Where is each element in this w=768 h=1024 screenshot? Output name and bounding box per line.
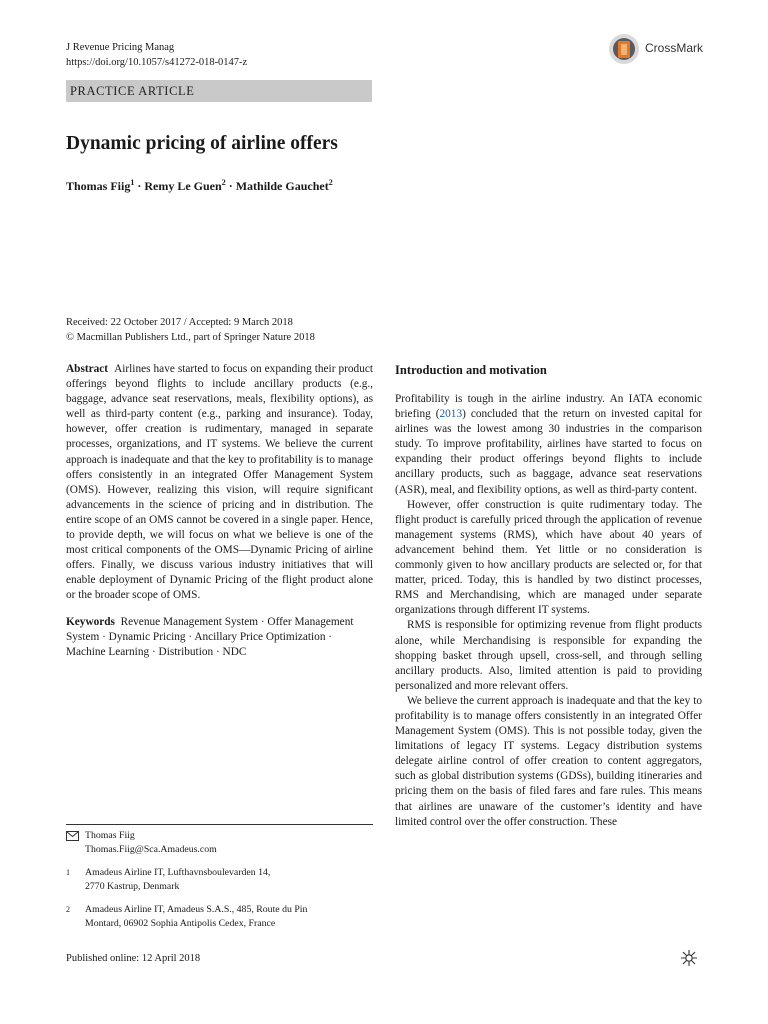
article-type-band: PRACTICE ARTICLE: [66, 80, 372, 102]
keywords-text: Revenue Management System · Offer Management System · Dynamic Pricing · Ancillary Price Optimization · Machine Learning · Distribution · NDC: [66, 615, 354, 658]
author-list: [66, 178, 333, 194]
affiliation-line: Amadeus Airline IT, Lufthavnsboulevarden 14,: [85, 867, 271, 878]
author-affiliation-mark: 1: [130, 178, 135, 187]
right-column: [395, 392, 702, 830]
author-separator: ·: [225, 179, 236, 193]
citation-link[interactable]: 2013: [439, 408, 463, 421]
abstract-label: Abstract: [66, 363, 109, 375]
paragraph-text: Profitability is tough in the airline industry. An IATA economic briefing (: [395, 393, 702, 421]
corresponding-name: Thomas Fiig: [85, 830, 135, 841]
article-dates: [66, 315, 315, 345]
affiliation: [66, 903, 373, 930]
footnote-divider: [66, 824, 373, 825]
corresponding-email[interactable]: Thomas.Fiig@Sca.Amadeus.com: [85, 843, 217, 855]
affiliation: [66, 866, 373, 893]
received-accepted: Received: 22 October 2017 / Accepted: 9 March 2018: [66, 317, 293, 328]
envelope-icon: [66, 829, 85, 856]
springer-horse-icon: [679, 948, 699, 968]
paragraph: However, offer construction is quite rudimentary today. The flight product is carefully priced through the application of revenue management systems (RMS), which have about 40 years of advancement behind them. Yet little or no consideration is commonly given to how ancillary products are selected or, for that matter, priced. Today, this is handled by two distinct processes, RMS and Merchandising, which are managed under separate organizations through different IT systems.: [395, 498, 702, 617]
keywords: [66, 615, 373, 660]
affiliation-line: Montard, 06902 Sophia Antipolis Cedex, France: [85, 917, 276, 929]
affiliation-line: 2770 Kastrup, Denmark: [85, 880, 180, 892]
footnotes: [66, 829, 373, 930]
abstract: [66, 362, 373, 604]
author-name[interactable]: Mathilde Gauchet: [235, 179, 329, 193]
journal-header: [66, 40, 247, 70]
article-title: Dynamic pricing of airline offers: [66, 133, 338, 154]
author-name[interactable]: Remy Le Guen: [144, 179, 222, 193]
affiliation-line: Amadeus Airline IT, Amadeus S.A.S., 485, Route du Pin: [85, 904, 308, 915]
affiliation-mark: 2: [66, 905, 70, 914]
crossmark-label: CrossMark: [645, 41, 704, 55]
paragraph: [395, 392, 702, 498]
section-heading: Introduction and motivation: [395, 363, 547, 377]
paragraph: We believe the current approach is inadequate and that the key to profitability is to manage offers consistently in an integrated Offer Management System (OMS). This is not possible today, given the limitations of legacy IT systems. Legacy distribution systems delegate airline control of offer creation to content aggregators, such as global distribution systems (GDSs), building itineraries and pricing them on the basis of filed fares and fare rules. This means that airlines are unaware of the customer’s identity and have limited control over the offer construction. These: [395, 694, 702, 828]
copyright: © Macmillan Publishers Ltd., part of Springer Nature 2018: [66, 332, 315, 343]
journal-name: J Revenue Pricing Manag: [66, 42, 175, 53]
left-column: [66, 362, 373, 660]
paragraph: RMS is responsible for optimizing revenue from flight products alone, while Merchandising is responsible for expanding the shopping basket through upsell, cross-sell, and through selling ancillary products. Also, limited attention is paid to providing personalized and more relevant offers.: [395, 619, 702, 692]
author-name[interactable]: Thomas Fiig: [66, 179, 131, 193]
corresponding-author: [66, 829, 373, 856]
paragraph-text: ) concluded that the return on invested capital for airlines was the lowest among 30 industries in the comparison study. To improve profitability, airlines have started to focus on expanding their product offerings beyond flights to include ancillary products, such as baggage, advance seat reservations (ASR), meal, and flexibility options, as well as third-party content.: [395, 408, 702, 496]
affiliation-mark: 1: [66, 868, 70, 877]
crossmark-badge[interactable]: [608, 32, 718, 66]
keywords-label: Keywords: [66, 615, 115, 628]
crossmark-icon: [608, 32, 640, 66]
author-affiliation-mark: 2: [328, 178, 333, 187]
doi-link[interactable]: https://doi.org/10.1057/s41272-018-0147-z: [66, 57, 248, 68]
published-date: Published online: 12 April 2018: [66, 953, 201, 964]
abstract-text: Airlines have started to focus on expanding their product offerings beyond flights to include ancillary products (e.g., baggage, advance seat reservations, meals, flexibility options), as well as third-party content (e.g., parking and insurance). Today, however, offer creation is rudimentary, managed in separate processes, organizations, and IT systems. We believe the current approach is inadequate and that the key to profitability is to manage offers consistently in an integrated Offer Management System (OMS). However, realizing this vision, will require significant advancements in the science of pricing and in distribution. The entire scope of an OMS cannot be covered in a single paper. Hence, to provide depth, we will focus on what we believe is one of the most critical components of the OMS—Dynamic Pricing of airline offers. Finally, we discuss various industry initiatives that will enable deployment of Dynamic Pricing of the flight product alone or the broader scope of OMS.: [66, 363, 373, 602]
author-separator: ·: [134, 179, 145, 193]
author-affiliation-mark: 2: [221, 178, 226, 187]
